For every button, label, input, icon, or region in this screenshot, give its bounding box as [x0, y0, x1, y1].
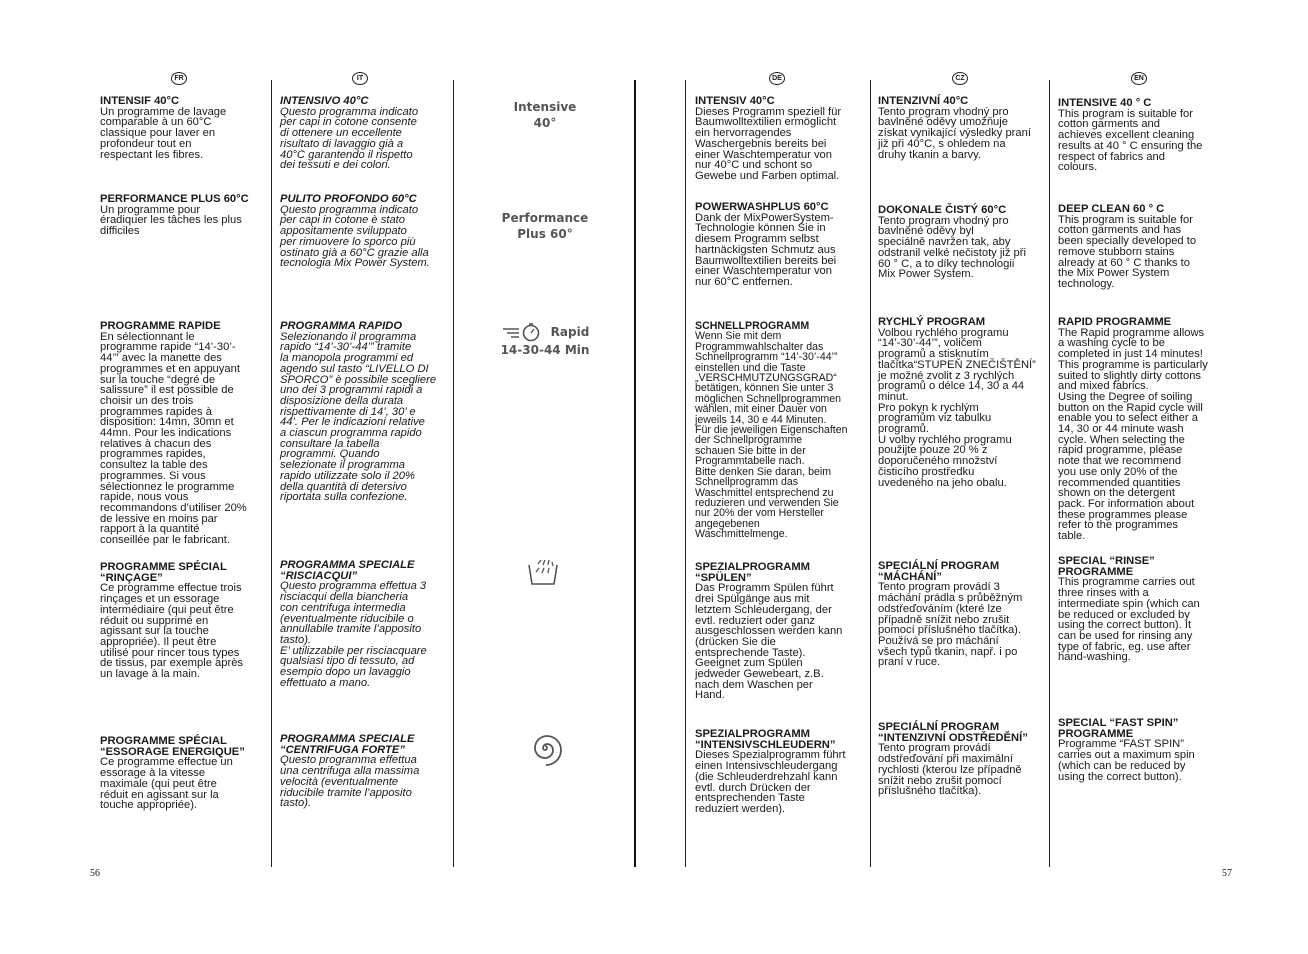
section-body: Questo programma indicato per capi in cotone è stato appositamente sviluppato per rimuovere lo sporco più ostinato già a 60°C grazie alla tecnologia Mix Power System.: [280, 203, 430, 270]
rapid-label: Rapid: [550, 325, 590, 339]
it-section-intensive: [280, 96, 450, 171]
section-body: This program is suitable for cotton garments and has been specially developed to remove stubborn stains already at 60 ° C thanks to the Mix Power System technology.: [1058, 213, 1197, 290]
en-section-performance: [1058, 204, 1228, 290]
cz-section-rinse: [878, 561, 1046, 668]
program-label-performance: Performance Plus 60°: [501, 211, 589, 241]
section-heading: SPEZIALPROGRAMM “SPÜLEN”: [695, 561, 810, 584]
en-section-rinse: [1058, 556, 1228, 663]
en-section-rapid: [1058, 317, 1228, 542]
section-heading: RYCHLÝ PROGRAM: [878, 316, 986, 328]
section-body: Tento program vhodný pro bavlněné oděvy umožňuje získat vynikající výsledky praní již při 40°C, s ohledem na druhy tkanin a barvy.: [878, 105, 1031, 161]
section-heading: POWERWASHPLUS 60°C: [695, 201, 829, 213]
column-divider: [453, 80, 454, 867]
de-section-intensive: [695, 96, 867, 182]
section-heading: INTENSIF 40°C: [100, 95, 180, 107]
section-body: Un programme pour éradiquer les tâches les plus difficiles: [100, 203, 242, 238]
column-divider: [685, 80, 686, 867]
fr-section-spin: [100, 736, 268, 811]
section-heading: PROGRAMME SPÉCIAL “RINÇAGE”: [100, 561, 227, 584]
section-body: The Rapid programme allows a washing cycle to be completed in just 14 minutes! This programme is particularly suited to slightly dirty cottons and mixed fabrics. Using the Degree of soiling button on the Rapid cycle will enable you to select either a 14, 30 or 44 minute wash cycle. When selecting the rapid programme, please note that we recommend you use only 20% of the recommended quantities shown on the detergent pack. For information about these programmes please refer to the programmes table.: [1058, 326, 1208, 543]
section-body: Dieses Programm speziell für Baumwolltextilien ermöglicht ein hervorragendes Waschergebnis bereits bei einer Waschtemperatur von nur 40°C und schont so Gewebe und Farben optimal.: [695, 105, 842, 182]
section-body: This programme carries out three rinses with a intermediate spin (which can be reduced or excluded by using the correct button). It can be used for rinsing any type of fabric, eg. use after hand-washing.: [1058, 576, 1200, 664]
cz-section-performance: [878, 205, 1046, 280]
de-section-performance: [695, 202, 867, 288]
column-divider: [870, 80, 871, 867]
en-section-intensive: [1058, 98, 1228, 173]
fr-section-rinse: [100, 562, 268, 680]
section-heading: PERFORMANCE PLUS 60°C: [100, 193, 249, 205]
section-body: Questo programma effettua una centrifuga alla massima velocità (eventualmente riducibile tramite l’apposito tasto).: [280, 754, 420, 810]
section-body: Tento program vhodný pro bavlněné oděvy byl speciálně navržen tak, aby odstranil velké nečistoty již při 60 ° C, a to díky technologii Mix Power System.: [878, 214, 1026, 281]
program-label-intensive: Intensive 40°: [513, 100, 577, 130]
it-section-performance: [280, 194, 450, 269]
page-gutter-divider: [634, 80, 636, 867]
de-section-spin: [695, 729, 867, 815]
section-heading: DOKONALE ČISTÝ 60°C: [878, 204, 1007, 216]
program-label-rapid: [456, 322, 634, 358]
section-body: Questo programma indicato per capi in cotone consente di ottenere un eccellente risultato di lavaggio già a 40°C garantendo il rispetto dei tessuti e dei colori.: [280, 105, 419, 172]
section-body: Das Programm Spülen führt drei Spülgänge aus mit letztem Schleudergang, der evtl. reduziert oder ganz ausgeschlossen werden kann (drücken Sie die entsprechende Taste). Geeignet zum Spülen jedweder Gewebeart, z.B. nach dem Waschen per Hand.: [695, 582, 843, 702]
section-body: Dank der MixPowerSystem- Technologie können Sie in diesem Programm selbst hartnäckigsten Schmutz aus Baumwolltextilien bereits bei einer Waschtemperatur von nur 60°C entfernen.: [695, 211, 837, 288]
it-section-spin: [280, 734, 450, 809]
section-body: Tento program provádí odstřeďování při maximální rychlosti (kterou lze případně snížit nebo zrušit pomocí příslušného tlačítka).: [878, 742, 1022, 798]
language-badge-cz: CZ: [952, 72, 968, 85]
section-body: This program is suitable for cotton garments and achieves excellent cleaning results at 40 ° C ensuring the respect of fabrics and colours.: [1058, 107, 1203, 174]
en-section-spin: [1058, 718, 1228, 782]
section-body: Selezionando il programma rapido “14’-30’-44’” tramite la manopola programmi ed agendo sul tasto “LIVELLO DI SPORCO” è possibile scegliere uno dei 3 programmi rapidi a disposizione della durata rispettivamente di 14’, 30’ e 44’. Per le indicazioni relative a ciascun programma rapido consultare la tabella programmi. Quando selezionate il programma rapido utilizzate solo il 20% della quantità di detersivo riportata sulla confezione.: [280, 330, 437, 504]
section-heading: SPECIAL “FAST SPIN” PROGRAMME: [1058, 717, 1179, 740]
section-heading: RAPID PROGRAMME: [1058, 316, 1172, 328]
it-section-rapid: [280, 321, 450, 503]
section-heading: INTENSIVE 40 ° C: [1058, 97, 1152, 109]
section-heading: SPEZIALPROGRAMM “INTENSIVSCHLEUDERN”: [695, 728, 836, 751]
section-heading: SPECIÁLNÍ PROGRAM “INTENZIVNÍ ODSTŘEDĚNÍ”: [878, 721, 1028, 744]
section-heading: DEEP CLEAN 60 ° C: [1058, 203, 1165, 215]
section-body: Ce programme effectue trois rinçages et un essorage intermédiaire (qui peut être réduit ou supprimé en agissant sur la touche appropriée). Il peut être utilisé pour rincer tous types de tissus, par exemple après un lavage à la main.: [100, 582, 244, 681]
fr-section-rapid: [100, 321, 268, 546]
section-body: En sélectionnant le programme rapide “14’-30’- 44’” avec la manette des programmes et en appuyant sur la touche “degré de salissure” il est possible de choisir un des trois programmes rapides à disposition: 14mn, 30mn et 44mn. Pour les indications relatives à chacun des programmes rapides, consultez la table des programmes. Si vous sélectionnez le programme rapide, nous vous recommandons d’utiliser 20% de lessive en moins par rapport à la quantité conseillée par le fabricant.: [100, 330, 247, 547]
page-number-left: 56: [90, 868, 100, 879]
section-body: Wenn Sie mit dem Programmwahlschalter das Schnellprogramm “14’-30’-44’” einstellen und die Taste „VERSCHMUTZUNGSGRAD“ betätigen, können Sie unter 3 möglichen Schnellprogrammen wählen, mit einer Dauer von jeweils 14, 30 e 44 Minuten. Für die jeweiligen Eigenschaften der Schnellprogramme schauen Sie bitte in der Programmtabelle nach. Bitte denken Sie daran, beim Schnellprogramm das Waschmittel entsprechend zu reduzieren und verwenden Sie nur 20% der vom Hersteller angegebenen Waschmittelmenge.: [695, 330, 848, 541]
de-section-rapid: [695, 321, 867, 540]
section-body: Tento program provádí 3 máchání prádla s průběžným odstřeďováním (které lze případně snížit nebo zrušit pomocí příslušného tlačítka). Používá se pro máchání všech typů tkanin, např. i po praní v ruce.: [878, 581, 1023, 669]
section-heading: SPECIAL “RINSE” PROGRAMME: [1058, 555, 1155, 578]
spin-spiral-icon: [527, 730, 563, 766]
section-heading: SPECIÁLNÍ PROGRAM “MÁCHÁNÍ”: [878, 560, 1000, 583]
section-body: Programme “FAST SPIN” carries out a maximum spin (which can be reduced by using the correct button).: [1058, 738, 1195, 783]
section-heading: PULITO PROFONDO 60°C: [280, 193, 417, 205]
fr-section-intensive: [100, 96, 268, 160]
language-badge-en: EN: [1131, 72, 1147, 85]
section-heading: INTENSIV 40°C: [695, 95, 775, 107]
section-body: Un programme de lavage comparable à un 60°C classique pour laver en profondeur tout en respectant les fibres.: [100, 105, 227, 161]
column-divider: [271, 80, 272, 867]
section-heading: PROGRAMMA SPECIALE “RISCIACQUI”: [280, 559, 415, 582]
section-heading: INTENZIVNÍ 40°C: [878, 95, 969, 107]
section-heading: PROGRAMMA RAPIDO: [280, 320, 403, 332]
rinse-icon: [527, 557, 559, 587]
section-heading: SCHNELLPROGRAMM: [695, 320, 810, 332]
rapid-minutes: 14-30-44 Min: [500, 343, 590, 357]
cz-section-rapid: [878, 317, 1046, 488]
language-badge-fr: FR: [171, 72, 187, 85]
it-section-rinse: [280, 560, 450, 688]
language-badge-de: DE: [769, 72, 785, 85]
section-heading: PROGRAMME SPÉCIAL “ESSORAGE ENERGIQUE”: [100, 735, 245, 758]
stopwatch-icon: [501, 322, 545, 342]
section-body: Questo programma effettua 3 risciacqui della biancheria con centrifuga intermedia (eventualmente riducibile o annullabile tramite l’apposito tasto). E’ utilizzabile per risciacquare qualsiasi tipo di tessuto, ad esempio dopo un lavaggio effettuato a mano.: [280, 580, 427, 689]
page-number-right: 57: [1222, 868, 1232, 879]
section-body: Ce programme effectue un essorage à la vitesse maximale (qui peut être réduit en agissant sur la touche appropriée).: [100, 756, 233, 812]
language-badge-it: IT: [352, 72, 368, 85]
de-section-rinse: [695, 562, 867, 701]
section-body: Dieses Spezialprogramm führt einen Intensivschleudergang (die Schleuderdrehzahl kann evtl. durch Drücken der entsprechenden Taste reduziert werden).: [695, 749, 846, 815]
section-body: Volbou rychlého programu “14’-30’-44’”, voličem programů a stisknutím tlačítka“STUPEŇ ZNEČIŠTĚNÍ” je možné zvolit z 3 rychlých programů o délce 14, 30 a 44 minut. Pro pokyn k rychlým programům viz tabulku programů. U volby rychlého programu použijte pouze 20 % z doporučeného množství čisticího prostředku uvedeného na jeho obalu.: [878, 326, 1036, 489]
section-heading: PROGRAMME RAPIDE: [100, 320, 221, 332]
cz-section-intensive: [878, 96, 1046, 160]
column-divider: [1049, 80, 1050, 867]
section-heading: PROGRAMMA SPECIALE “CENTRIFUGA FORTE”: [280, 733, 415, 756]
fr-section-performance: [100, 194, 268, 237]
section-heading: INTENSIVO 40°C: [280, 95, 369, 107]
cz-section-spin: [878, 722, 1046, 797]
